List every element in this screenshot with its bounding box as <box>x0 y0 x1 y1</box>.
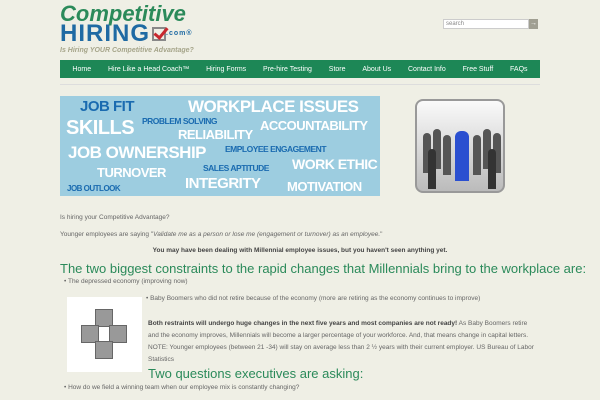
banner-word: JOB OWNERSHIP <box>68 143 207 162</box>
banner-word: SALES APTITUDE <box>203 163 269 173</box>
divider <box>60 84 540 85</box>
quote-prefix: Younger employees are saying " <box>60 231 154 238</box>
nav-store[interactable]: Store <box>328 65 346 73</box>
puzzle-team-image <box>67 297 142 372</box>
nav-pre-hire-testing[interactable]: Pre-hire Testing <box>263 65 312 73</box>
banner-word: WORK ETHIC <box>292 156 378 172</box>
list-item-text: How do we field a winning team when our employee mix is constantly changing? <box>68 384 300 391</box>
banner-word: EMPLOYEE ENGAGEMENT <box>225 144 327 154</box>
banner-word: SKILLS <box>66 117 135 139</box>
site-logo[interactable] <box>60 1 193 47</box>
banner-word: MOTIVATION <box>287 179 362 194</box>
banner-word: PROBLEM SOLVING <box>142 116 217 126</box>
banner-word: WORKPLACE ISSUES <box>188 97 359 116</box>
nav-about-us[interactable]: About Us <box>362 65 392 73</box>
list-item-text: The depressed economy (improving now) <box>67 278 188 285</box>
search-input[interactable]: search <box>443 19 529 29</box>
bold-statement: Both restraints will undergo huge changes in the next five years and most companies are not ready! <box>148 320 458 327</box>
crowd-leader-image <box>415 99 505 193</box>
heading-questions: Two questions executives are asking: <box>148 366 364 381</box>
paragraph-line: NOTE: Younger employees (between 21 -34) will stay on average less than 2 ½ years with their current employer. US Bureau of Labor <box>148 344 534 351</box>
quote-text: Validate me as a person or lose me (engagement or turnover) as an employee. <box>153 231 381 238</box>
callout: You may have been dealing with Millennial employee issues, but you haven't seen anything yet. <box>152 247 448 254</box>
list-item-text: Baby Boomers who did not retire because of the economy (more are retiring as the economy continues to improve) <box>150 295 481 302</box>
logo-line2: HIRING <box>60 20 150 47</box>
main-nav <box>60 60 540 78</box>
nav-faqs[interactable]: FAQs <box>510 65 528 73</box>
word-cloud-banner <box>60 96 380 196</box>
heading-constraints: The two biggest constraints to the rapid changes that Millennials bring to the workplace are: <box>60 261 587 276</box>
logo-line1: Competitive <box>60 1 186 26</box>
nav-contact-info[interactable]: Contact Info <box>408 65 446 73</box>
banner-word: JOB OUTLOOK <box>67 184 121 193</box>
search-button[interactable]: → <box>530 20 537 27</box>
nav-hire-like-head-coach[interactable]: Hire Like a Head Coach™ <box>107 65 190 73</box>
checkbox-check-icon <box>152 27 166 41</box>
banner-word: ACCOUNTABILITY <box>260 118 368 133</box>
logo-suffix: .com® <box>166 30 193 37</box>
paragraph-text: As Baby Boomers retire <box>457 320 528 327</box>
list-item: • How do we field a winning team when our employee mix is constantly changing? <box>64 384 300 391</box>
banner-word: JOB FIT <box>80 98 135 115</box>
paragraph-line <box>148 320 527 328</box>
tagline: Is Hiring YOUR Competitive Advantage? <box>60 47 194 54</box>
banner-word: INTEGRITY <box>185 175 261 192</box>
nav-hiring-forms[interactable]: Hiring Forms <box>206 65 247 73</box>
paragraph-line: and the economy improves, Millennials will become a larger percentage of your workforce. And, that means change in capital letters. <box>148 332 529 339</box>
nav-free-stuff[interactable]: Free Stuff <box>462 65 494 73</box>
intro-quote <box>60 231 382 239</box>
banner-word: RELIABILITY <box>178 127 253 142</box>
banner-word: TURNOVER <box>97 165 166 180</box>
intro-question: Is hiring your Competitive Advantage? <box>60 214 170 221</box>
paragraph-line: Statistics <box>148 356 175 363</box>
quote-suffix: " <box>380 231 383 238</box>
list-item: • Baby Boomers who did not retire because of the economy (more are retiring as the economy continues to improve) <box>146 295 481 302</box>
list-item: • The depressed economy (improving now) <box>64 278 188 285</box>
nav-home[interactable]: Home <box>72 65 92 73</box>
